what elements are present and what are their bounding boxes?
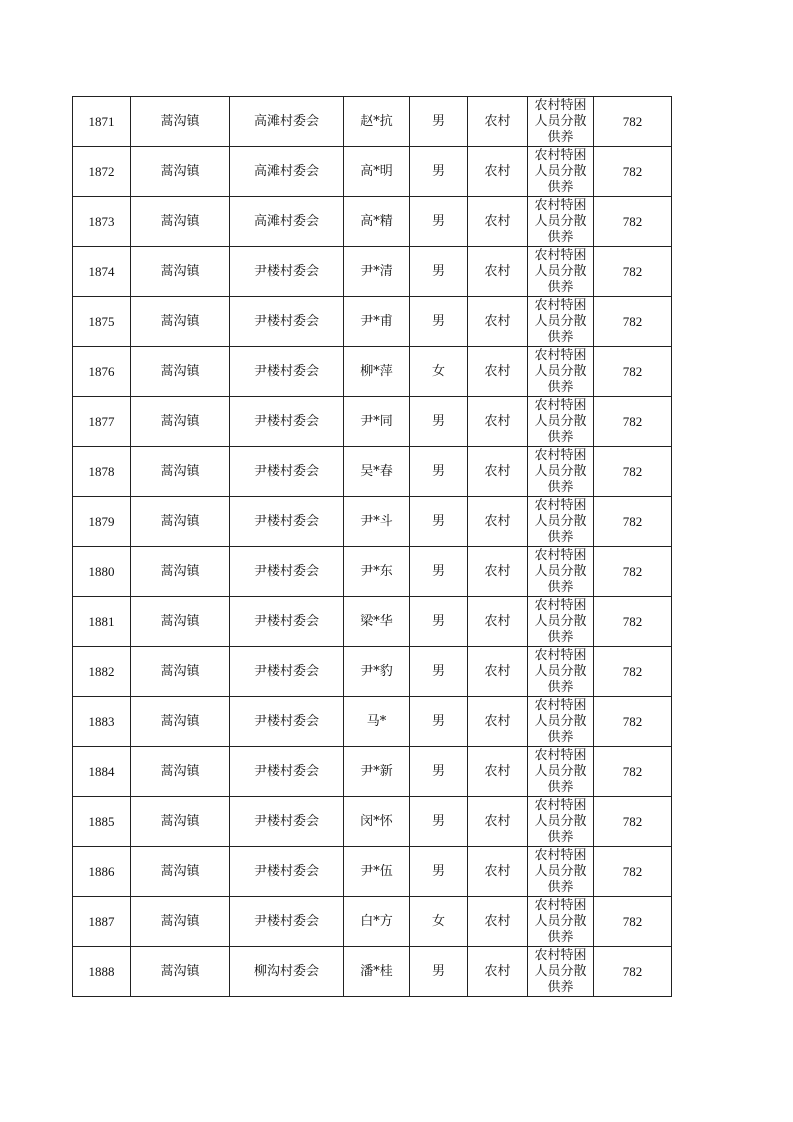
support-category-cell [528,297,594,347]
support-category-cell [528,247,594,297]
support-category-text: 农村特困人员分散供养 [534,948,587,994]
area-type-cell: 农村 [468,297,528,347]
gender-cell: 女 [410,897,468,947]
village-committee-cell: 高滩村委会 [230,147,344,197]
gender-cell: 男 [410,197,468,247]
amount-cell: 782 [594,897,672,947]
support-category-text: 农村特困人员分散供养 [534,398,587,444]
village-committee-cell: 尹楼村委会 [230,897,344,947]
village-committee-cell: 高滩村委会 [230,197,344,247]
support-category-cell [528,497,594,547]
support-category-text: 农村特困人员分散供养 [534,698,587,744]
gender-cell: 男 [410,647,468,697]
table-row [73,647,672,697]
support-category-text: 农村特困人员分散供养 [534,348,587,394]
area-type-cell: 农村 [468,197,528,247]
support-category-text: 农村特困人员分散供养 [534,898,587,944]
area-type-cell: 农村 [468,497,528,547]
support-category-text: 农村特困人员分散供养 [534,248,587,294]
amount-cell: 782 [594,647,672,697]
town-cell: 蒿沟镇 [131,397,230,447]
table-row [73,97,672,147]
gender-cell: 男 [410,247,468,297]
village-committee-cell: 尹楼村委会 [230,647,344,697]
beneficiary-table [72,96,672,997]
person-name-cell: 尹*清 [344,247,410,297]
village-committee-cell: 尹楼村委会 [230,297,344,347]
table-row [73,147,672,197]
row-number-cell: 1881 [73,597,131,647]
village-committee-cell: 尹楼村委会 [230,447,344,497]
gender-cell: 女 [410,347,468,397]
table-row [73,947,672,997]
gender-cell: 男 [410,597,468,647]
person-name-cell: 尹*同 [344,397,410,447]
support-category-cell [528,847,594,897]
table-row [73,397,672,447]
amount-cell: 782 [594,447,672,497]
village-committee-cell: 尹楼村委会 [230,247,344,297]
support-category-text: 农村特困人员分散供养 [534,448,587,494]
area-type-cell: 农村 [468,147,528,197]
table-row [73,347,672,397]
table-row [73,897,672,947]
support-category-text: 农村特困人员分散供养 [534,548,587,594]
area-type-cell: 农村 [468,597,528,647]
row-number-cell: 1877 [73,397,131,447]
town-cell: 蒿沟镇 [131,597,230,647]
person-name-cell: 潘*桂 [344,947,410,997]
gender-cell: 男 [410,447,468,497]
table-row [73,547,672,597]
town-cell: 蒿沟镇 [131,297,230,347]
gender-cell: 男 [410,747,468,797]
gender-cell: 男 [410,397,468,447]
amount-cell: 782 [594,247,672,297]
support-category-text: 农村特困人员分散供养 [534,148,587,194]
town-cell: 蒿沟镇 [131,697,230,747]
town-cell: 蒿沟镇 [131,747,230,797]
support-category-cell [528,547,594,597]
town-cell: 蒿沟镇 [131,647,230,697]
table-row [73,447,672,497]
support-category-cell [528,897,594,947]
amount-cell: 782 [594,947,672,997]
support-category-cell [528,347,594,397]
support-category-text: 农村特困人员分散供养 [534,748,587,794]
support-category-cell [528,597,594,647]
person-name-cell: 马* [344,697,410,747]
area-type-cell: 农村 [468,747,528,797]
area-type-cell: 农村 [468,847,528,897]
row-number-cell: 1880 [73,547,131,597]
town-cell: 蒿沟镇 [131,897,230,947]
amount-cell: 782 [594,147,672,197]
area-type-cell: 农村 [468,97,528,147]
row-number-cell: 1882 [73,647,131,697]
row-number-cell: 1876 [73,347,131,397]
village-committee-cell: 尹楼村委会 [230,397,344,447]
row-number-cell: 1888 [73,947,131,997]
support-category-cell [528,747,594,797]
town-cell: 蒿沟镇 [131,547,230,597]
amount-cell: 782 [594,347,672,397]
support-category-cell [528,447,594,497]
village-committee-cell: 尹楼村委会 [230,597,344,647]
person-name-cell: 吴*春 [344,447,410,497]
person-name-cell: 白*方 [344,897,410,947]
village-committee-cell: 尹楼村委会 [230,747,344,797]
area-type-cell: 农村 [468,797,528,847]
amount-cell: 782 [594,297,672,347]
support-category-cell [528,97,594,147]
support-category-cell [528,397,594,447]
town-cell: 蒿沟镇 [131,147,230,197]
gender-cell: 男 [410,297,468,347]
gender-cell: 男 [410,97,468,147]
amount-cell: 782 [594,847,672,897]
person-name-cell: 尹*东 [344,547,410,597]
person-name-cell: 高*明 [344,147,410,197]
person-name-cell: 尹*伍 [344,847,410,897]
amount-cell: 782 [594,597,672,647]
amount-cell: 782 [594,697,672,747]
area-type-cell: 农村 [468,397,528,447]
area-type-cell: 农村 [468,547,528,597]
table-row [73,747,672,797]
person-name-cell: 尹*斗 [344,497,410,547]
support-category-text: 农村特困人员分散供养 [534,648,587,694]
person-name-cell: 闵*怀 [344,797,410,847]
row-number-cell: 1873 [73,197,131,247]
row-number-cell: 1878 [73,447,131,497]
support-category-text: 农村特困人员分散供养 [534,598,587,644]
table-row [73,247,672,297]
gender-cell: 男 [410,947,468,997]
table-row [73,847,672,897]
amount-cell: 782 [594,747,672,797]
town-cell: 蒿沟镇 [131,447,230,497]
table-row [73,797,672,847]
support-category-cell [528,797,594,847]
amount-cell: 782 [594,197,672,247]
support-category-cell [528,197,594,247]
row-number-cell: 1884 [73,747,131,797]
village-committee-cell: 尹楼村委会 [230,547,344,597]
support-category-text: 农村特困人员分散供养 [534,98,587,144]
row-number-cell: 1887 [73,897,131,947]
table-row [73,697,672,747]
area-type-cell: 农村 [468,697,528,747]
village-committee-cell: 尹楼村委会 [230,347,344,397]
town-cell: 蒿沟镇 [131,97,230,147]
gender-cell: 男 [410,697,468,747]
town-cell: 蒿沟镇 [131,247,230,297]
person-name-cell: 尹*新 [344,747,410,797]
table-row [73,197,672,247]
row-number-cell: 1871 [73,97,131,147]
village-committee-cell: 尹楼村委会 [230,497,344,547]
amount-cell: 782 [594,397,672,447]
row-number-cell: 1886 [73,847,131,897]
amount-cell: 782 [594,97,672,147]
amount-cell: 782 [594,797,672,847]
support-category-cell [528,947,594,997]
support-category-text: 农村特困人员分散供养 [534,198,587,244]
person-name-cell: 尹*甫 [344,297,410,347]
gender-cell: 男 [410,147,468,197]
support-category-text: 农村特困人员分散供养 [534,798,587,844]
support-category-text: 农村特困人员分散供养 [534,298,587,344]
village-committee-cell: 柳沟村委会 [230,947,344,997]
person-name-cell: 高*精 [344,197,410,247]
town-cell: 蒿沟镇 [131,497,230,547]
person-name-cell: 赵*抗 [344,97,410,147]
area-type-cell: 农村 [468,247,528,297]
gender-cell: 男 [410,547,468,597]
row-number-cell: 1874 [73,247,131,297]
area-type-cell: 农村 [468,947,528,997]
row-number-cell: 1879 [73,497,131,547]
person-name-cell: 梁*华 [344,597,410,647]
village-committee-cell: 尹楼村委会 [230,847,344,897]
person-name-cell: 尹*豹 [344,647,410,697]
support-category-cell [528,647,594,697]
amount-cell: 782 [594,497,672,547]
row-number-cell: 1883 [73,697,131,747]
gender-cell: 男 [410,847,468,897]
gender-cell: 男 [410,497,468,547]
town-cell: 蒿沟镇 [131,197,230,247]
area-type-cell: 农村 [468,897,528,947]
village-committee-cell: 尹楼村委会 [230,697,344,747]
support-category-cell [528,147,594,197]
support-category-text: 农村特困人员分散供养 [534,498,587,544]
village-committee-cell: 高滩村委会 [230,97,344,147]
town-cell: 蒿沟镇 [131,347,230,397]
amount-cell: 782 [594,547,672,597]
area-type-cell: 农村 [468,647,528,697]
area-type-cell: 农村 [468,447,528,497]
row-number-cell: 1875 [73,297,131,347]
gender-cell: 男 [410,797,468,847]
row-number-cell: 1885 [73,797,131,847]
town-cell: 蒿沟镇 [131,947,230,997]
support-category-text: 农村特困人员分散供养 [534,848,587,894]
table-row [73,497,672,547]
table-body [73,97,672,997]
town-cell: 蒿沟镇 [131,847,230,897]
village-committee-cell: 尹楼村委会 [230,797,344,847]
table-row [73,597,672,647]
person-name-cell: 柳*萍 [344,347,410,397]
area-type-cell: 农村 [468,347,528,397]
table-row [73,297,672,347]
row-number-cell: 1872 [73,147,131,197]
town-cell: 蒿沟镇 [131,797,230,847]
support-category-cell [528,697,594,747]
